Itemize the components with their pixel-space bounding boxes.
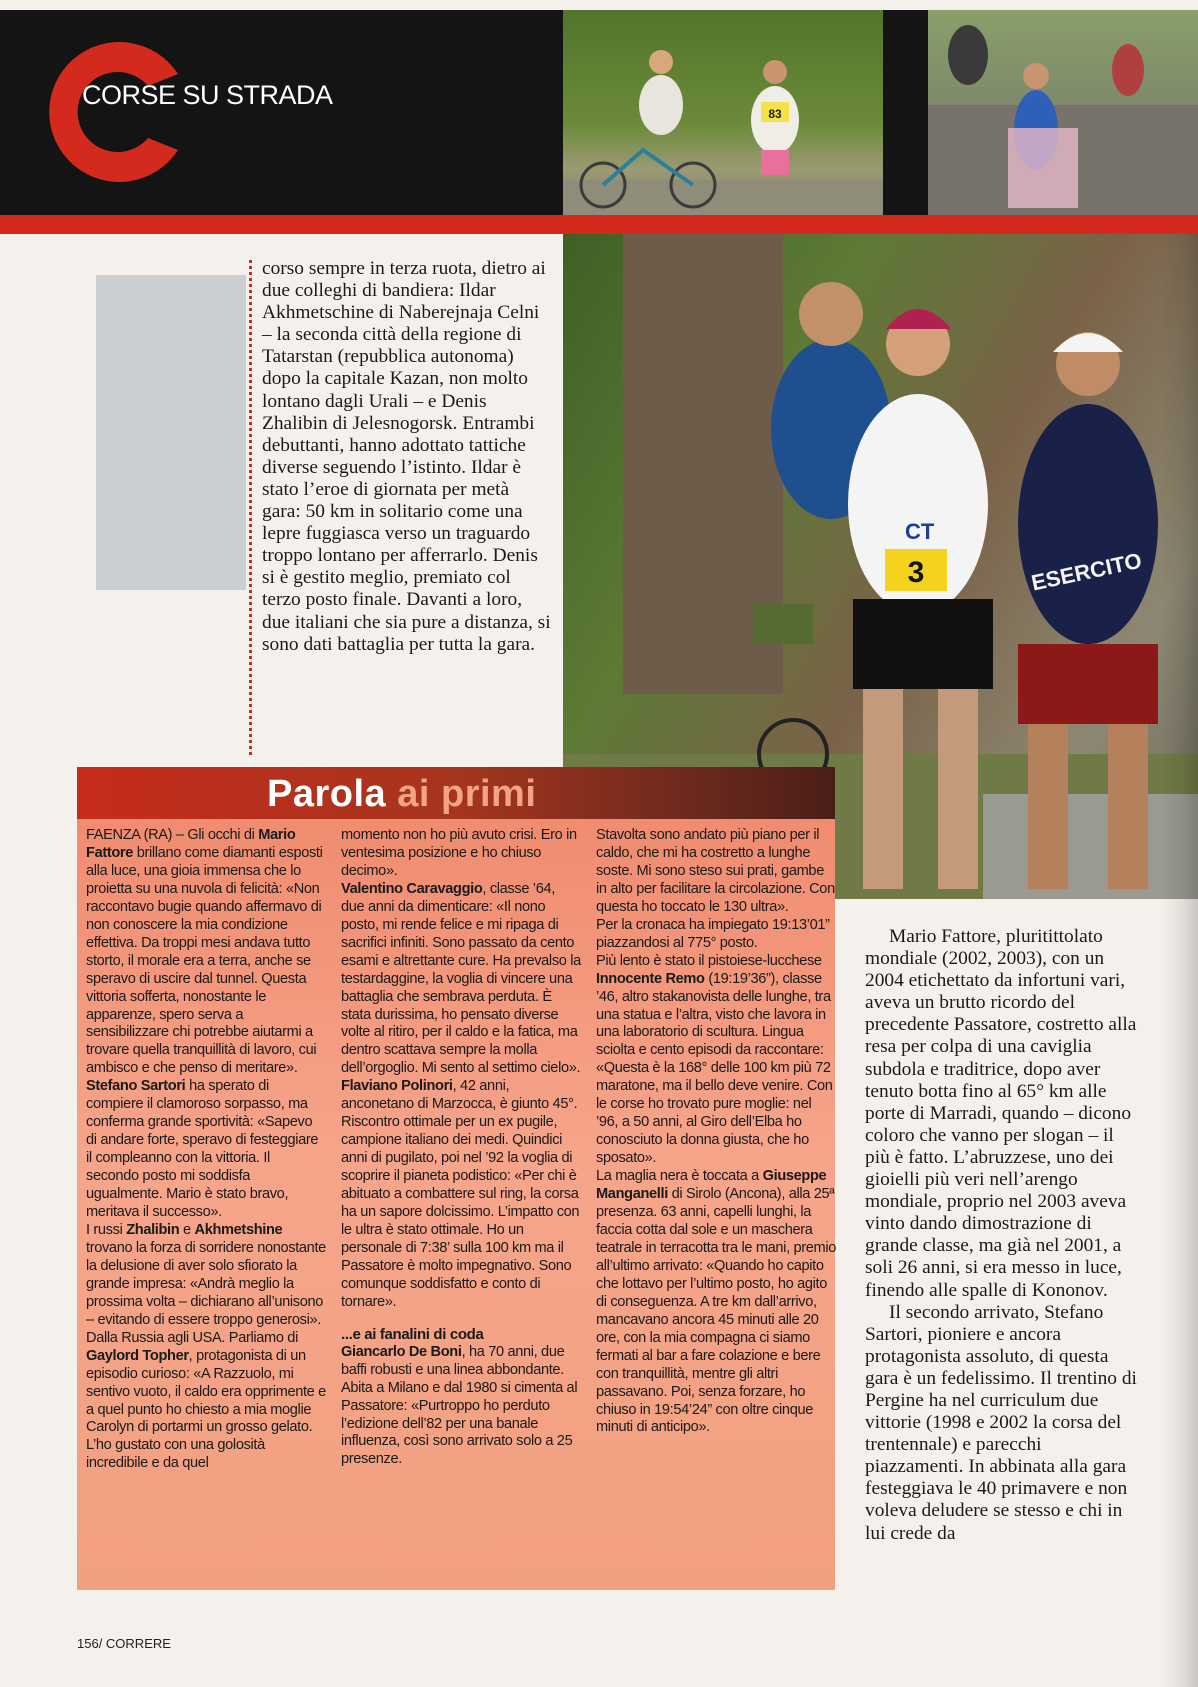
runner-brand: CT <box>905 519 935 544</box>
box-subhead: ...e ai fanalini di coda <box>341 1325 484 1343</box>
page-binding-shadow <box>1160 234 1198 1687</box>
dotted-rule <box>249 260 252 755</box>
box-column-3: Stavolta sono andato più piano per il caldo, che mi ha costretto a lunghe soste. Mi sono steso sui prati, gambe in alto per facilitare la circolazione. Con questa ho toccato le 130 ultra». Per la cronaca ha impiegato 19:13’01” piazzandosi al 775° posto. Più lento è stato il pistoiese-lucchese Innocente Remo (19:19’36”), classe ’46, altro stakanovista delle lunghe, tra una statua e l’altra, visto che lavora in una laboratorio di scultura. Lingua sciolta e cento episodi da raccontare: «Questa è la 168° delle 100 km più 72 maratone, ma il bello deve venire. Con le corse ho trovato pure moglie: nel ’96, a 50 anni, al Giro dell’Elba ho conosciuto la donna giusta, che ho sposato». La maglia nera è toccata a Giuseppe Manganelli di Sirolo (Ancona), alla 25ª presenza. 63 anni, capelli lunghi, la faccia cotta dal sole e un maschera teatrale in terracotta tra le mani, premio all’ultimo arrivato: «Quando ho capito che lottavo per l’ultimo posto, ho agito di conseguenza. A tre km dall’arrivo, mancavano ancora 45 minuti alle 20 ore, con la mia compagna ci siamo fermati al bar a fare colazione e bere con tranquillità, mentre gli altri passavano. Poi, senza forzare, ho chiuso in 19:54’24” con oltre cinque minuti di anticipo». <box>596 827 836 1436</box>
photo-cyclist-and-runner <box>563 10 883 215</box>
page-folio: 156/ CORRERE <box>77 1636 171 1651</box>
header-red-bar <box>0 215 1198 234</box>
box-column-2: momento non ho più avuto crisi. Ero in ventesima posizione e ho chiuso decimo». Valentino Caravaggio, classe ’64, due anni da dimenticare: «Il nono posto, mi rende felice e mi ripaga di sacrifici infiniti. Sono passato da cento esami e altrettante cure. Ha prevalso la testardaggine, la voglia di vincere una battaglia che sembrava perduta. È stata durissima, ho pensato diverse volte al ritiro, per il caldo e la fatica, ma dentro scattava sempre la molla dell’orgoglio. Mi sento al settimo cielo». Flaviano Polinori, 42 anni, anconetano di Marzocca, è giunto 45°. Riscontro ottimale per un ex pugile, campione italiano dei medi. Quindici anni di pugilato, poi nel ’92 la voglia di scoprire il pianeta podistico: «Per chi è abituato a combattere sul ring, la corsa ha un sapore dolcissimo. L’impatto con le ultra è stato ottimale. Ho un personale di 7:38’ sulla 100 km ma il Passatore è molto impegnativo. Sono comunque soddisfatto e conto di tornare». ...e ai fanalini di coda Giancarlo De Boni, ha 70 anni, due baffi robusti e una linea abbondante. Abita a Milano e dal 1980 si cimenta al Passatore: «Purtroppo ho perduto l’edizione dell’82 per una banale influenza, così sono arrivato solo a 25 presenze. <box>341 827 581 1468</box>
bib-83: 83 <box>768 107 782 121</box>
section-c-logo <box>28 22 208 202</box>
intro-column: corso sempre in terza ruota, dietro ai due colleghi di bandiera: Ildar Akhmetschine di Naberejnaja Celni – la seconda città della regione di Tatarstan (repubblica autonoma) dopo la capitale Kazan, non molto lontano dagli Urali – e Denis Zhalibin di Jelesnogorsk. Entrambi debuttanti, hanno adottato tattiche diverse seguendo l’istinto. Ildar è stato l’eroe di giornata per metà gara: 50 km in solitario come una lepre fuggiasca verso un traguardo troppo lontano per afferrarlo. Denis si è gestito meglio, premiato col terzo posto finale. Davanti a loro, due italiani che sia pure a distanza, si sono dati battaglia per tutta la gara. <box>262 258 551 655</box>
jersey-sponsor: ESERCITO <box>1029 547 1144 596</box>
box-title: Parola ai primi <box>267 773 537 815</box>
photo-spectators <box>928 10 1198 215</box>
box-title-bar <box>77 767 835 819</box>
box-column-1: FAENZA (RA) – Gli occhi di Mario Fattore brillano come diamanti esposti alla luce, una gioia immensa che lo proietta su una nuvola di felicità: «Non raccontavo bugie quando affermavo di non conoscere la mia condizione effettiva. Da troppi mesi andava tutto storto, il morale era a terra, anche se speravo di uscire dal tunnel. Questa vittoria sofferta, nonostante le apparenze, spero serva a sensibilizzare chi potrebbe aiutarmi a trovare quella tranquillità di lavoro, cui ambisco e che penso di meritare». Stefano Sartori ha sperato di compiere il clamoroso sorpasso, ma conferma grande sportività: «Sapevo di andare forte, speravo di festeggiare il compleanno con la vittoria. Il secondo posto mi soddisfa ugualmente. Mario è stato bravo, meritava il successo». I russi Zhalibin e Akhmetshine trovano la forza di sorridere nonostante la delusione di aver solo sfiorato la grande impresa: «Andrà meglio la prossima volta – dichiarano all’unisono – evitando di essere troppo generosi». Dalla Russia agli USA. Parliamo di Gaylord Topher, protagonista di un episodio curioso: «A Razzuolo, mi sentivo vuoto, il caldo era opprimente e a quel punto ho chiesto a mia moglie Carolyn di portarmi un grosso gelato. L’ho gustato con una golosità incredibile e da quel <box>86 827 326 1472</box>
bleed-through-photo <box>96 275 246 590</box>
section-label: CORSE SU STRADA <box>82 80 333 110</box>
interview-box <box>77 819 835 1590</box>
bib-3: 3 <box>907 556 925 589</box>
right-column-text: Mario Fattore, pluritittolato mondiale (2002, 2003), con un 2004 etichettato da infortuni vari, aveva un brutto ricordo del precedente Passatore, costretto alla resa per colpa di una caviglia subdola e traditrice, dopo aver tenuto botta fino al 65° km alle porte di Marradi, quando – dicono coloro che vanno per slogan – il più è fatto. L’abruzzese, uno dei gioielli più veri nell’arengo mondiale, proprio nel 2003 aveva vinto dando dimostrazione di grande classe, ma già nel 2001, a soli 26 anni, si era messo in luce, finendo alle spalle di Kononov. Il secondo arrivato, Stefano Sartori, pioniere e ancora protagonista assoluto, di questa gara è un fedelissimo. Il trentino di Pergine ha nel curriculum due vittorie (1998 e 2002 la corsa del trentennale) e parecchi piazzamenti. In abbinata alla gara festeggiava le 40 primavere e non voleva deludere se stesso e chi in lui crede da <box>865 926 1137 1544</box>
